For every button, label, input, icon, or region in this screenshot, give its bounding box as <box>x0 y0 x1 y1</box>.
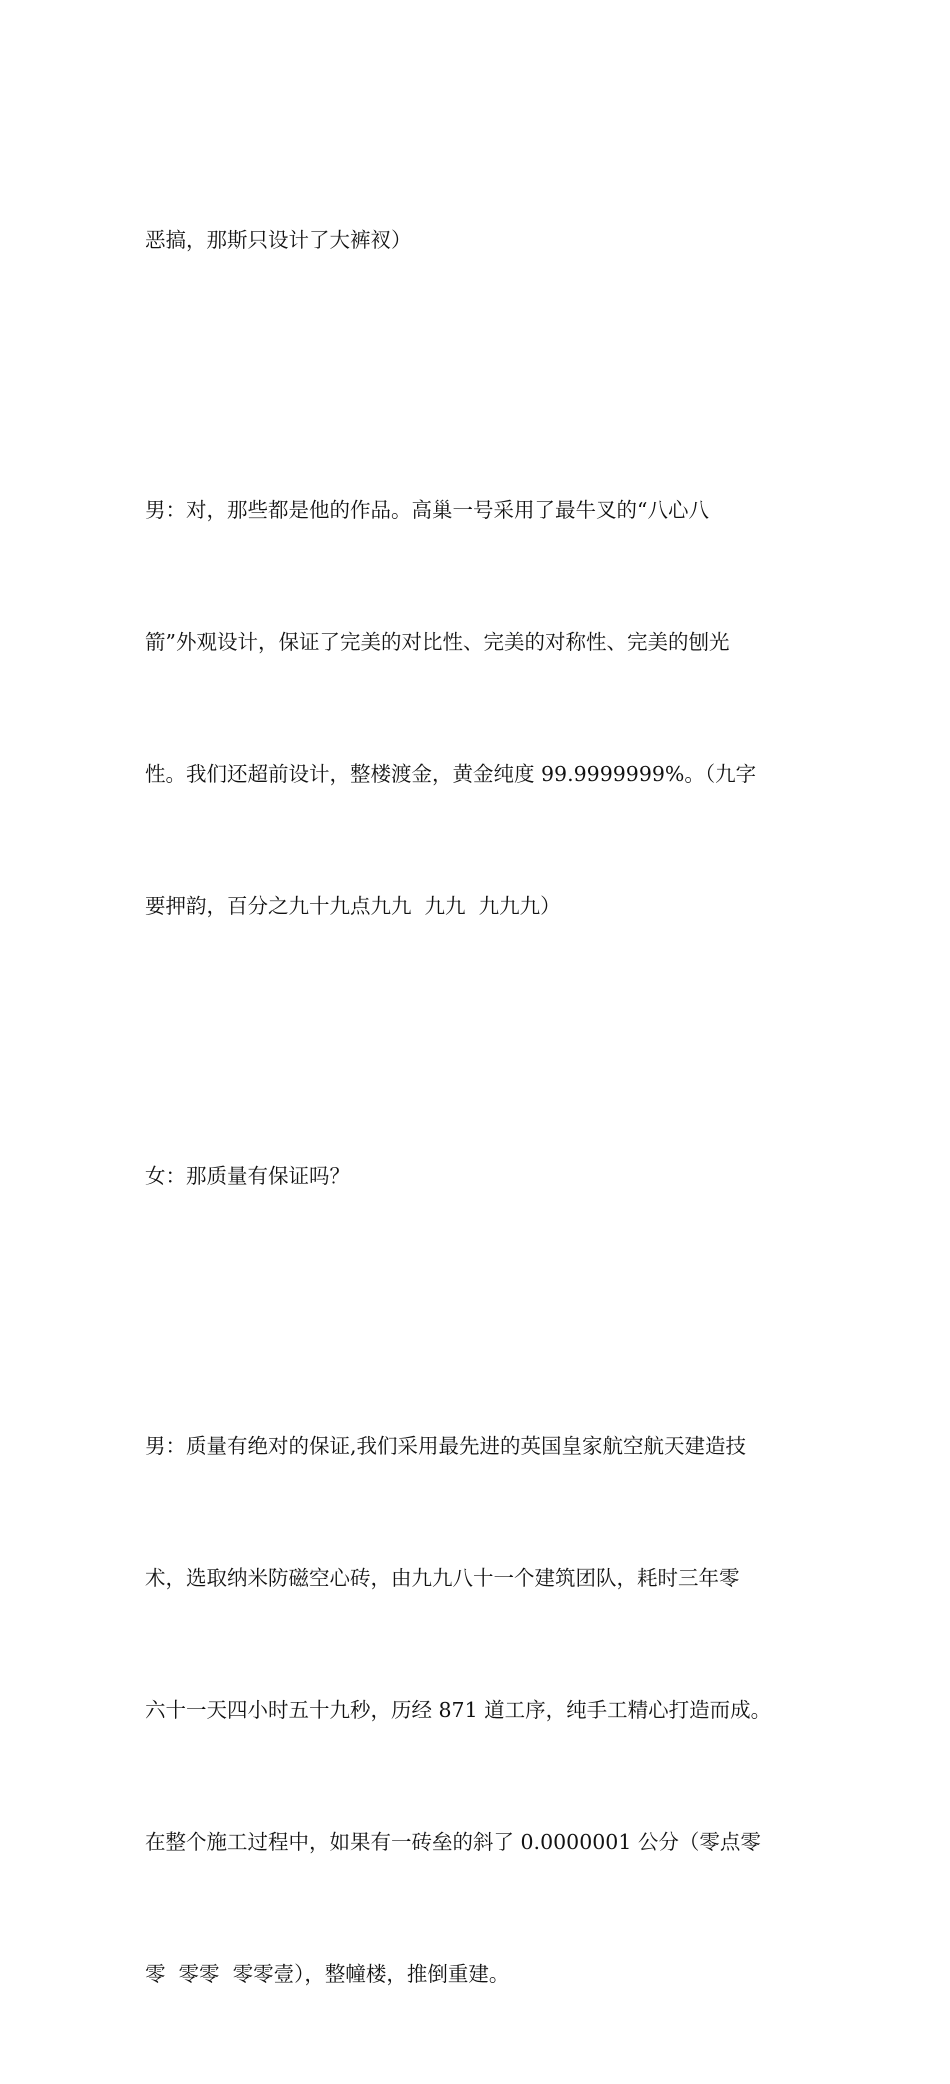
text-line: 零 零零 零零壹），整幢楼，推倒重建。 <box>145 1962 510 1986</box>
text-line: 箭”外观设计，保证了完美的对比性、完美的对称性、完美的刨光 <box>145 630 730 654</box>
text-line: 女：那质量有保证吗？ <box>145 1164 350 1188</box>
paragraph-2 <box>145 400 815 1016</box>
text-line: 在整个施工过程中，如果有一砖垒的斜了 0.0000001 公分（零点零 <box>145 1830 761 1854</box>
paragraph-3 <box>145 1066 815 1286</box>
paragraph-gap <box>145 350 815 400</box>
text-line: 性。我们还超前设计，整楼渡金，黄金纯度 99.9999999%。（九字 <box>145 762 757 786</box>
paragraph-4 <box>145 1336 815 2084</box>
paragraph-gap <box>145 1286 815 1336</box>
paragraph-1 <box>145 130 815 350</box>
text-line: 要押韵，百分之九十九点九九 九九 九九九） <box>145 894 561 918</box>
text-line: 术，选取纳米防磁空心砖，由九九八十一个建筑团队，耗时三年零 <box>145 1566 740 1590</box>
paragraph-gap <box>145 1016 815 1066</box>
text-line: 恶搞，那斯只设计了大裤衩） <box>145 228 412 252</box>
text-line: 男：质量有绝对的保证,我们采用最先进的英国皇家航空航天建造技 <box>145 1434 747 1458</box>
text-line: 六十一天四小时五十九秒，历经 871 道工序，纯手工精心打造而成。 <box>145 1698 772 1722</box>
document-body <box>145 130 815 2084</box>
text-line: 男：对，那些都是他的作品。高巢一号采用了最牛叉的“八心八 <box>145 498 709 522</box>
